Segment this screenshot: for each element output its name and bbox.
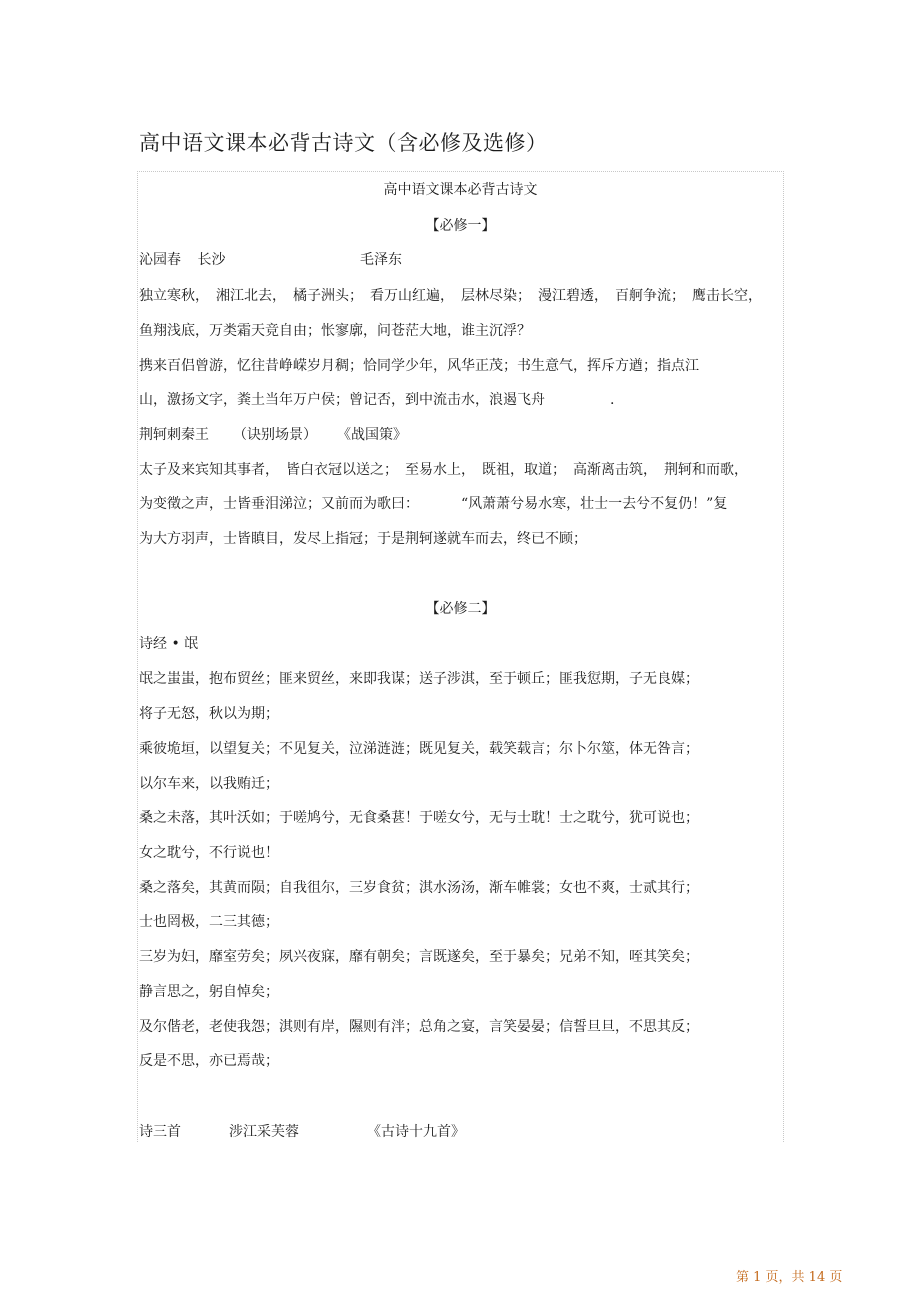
song-quote: “风萧萧兮易水寒，壮士一去兮不复仍！”复 bbox=[461, 496, 728, 512]
poem-source: 《战国策》 bbox=[337, 427, 407, 443]
poem-author: 毛泽东 bbox=[360, 252, 402, 268]
poem-title: 沁园春 bbox=[139, 252, 181, 268]
page-number: 第 1 页，共 14 页 bbox=[736, 1270, 843, 1285]
poem-line: 三岁为妇，靡室劳矣；夙兴夜寐，靡有朝矣；言既遂矣，至于暴矣；兄弟不知，咥其笑矣； bbox=[139, 949, 699, 965]
poem-line: 士也罔极，二三其德； bbox=[139, 914, 279, 930]
section-heading-bixiu1: 【必修一】 bbox=[425, 218, 496, 234]
poem-line: 独立寒秋， 湘江北去， 橘子洲头； 看万山红遍， 层林尽染； 漫江碧透， 百舸争流； 鹰击长空， bbox=[139, 288, 762, 304]
poem-line: 桑之未落，其叶沃如；于嗟鸠兮，无食桑葚！于嗟女兮，无与士耽！士之耽兮，犹可说也； bbox=[139, 810, 699, 826]
poem-note: （诀别场景） bbox=[233, 427, 317, 443]
poem-line: 及尔偕老，老使我怨；淇则有岸，隰则有泮；总角之宴，言笑晏晏；信誓旦旦，不思其反； bbox=[139, 1019, 699, 1035]
poem-header-jingke bbox=[139, 426, 407, 444]
inner-title: 高中语文课本必背古诗文 bbox=[383, 182, 538, 198]
poem-line: 氓之蚩蚩，抱布贸丝；匪来贸丝，来即我谋；送子涉淇，至于顿丘；匪我愆期，子无良媒； bbox=[139, 671, 699, 687]
prose-line: 为变徵之声，士皆垂泪涕泣；又前而为歌曰： bbox=[139, 496, 419, 512]
page-title: 高中语文课本必背古诗文（含必修及选修） bbox=[139, 131, 548, 155]
poem-subtitle: 长沙 bbox=[197, 252, 226, 268]
poem-line-last bbox=[139, 391, 615, 409]
next-poem-header bbox=[139, 1123, 465, 1141]
poem-source: 《古诗十九首》 bbox=[367, 1124, 465, 1140]
poem-line: 山，激扬文字，粪土当年万户侯；曾记否，到中流击水，浪遏飞舟 bbox=[139, 392, 545, 408]
poem-title-shijing-meng: 诗经 • 氓 bbox=[139, 636, 199, 652]
poem-title: 荆轲刺秦王 bbox=[139, 427, 209, 443]
prose-line-with-quote bbox=[139, 495, 728, 513]
poem-line: 乘彼垝垣，以望复关；不见复关，泣涕涟涟；既见复关，载笑载言；尔卜尔筮，体无咎言； bbox=[139, 741, 699, 757]
trailing-mark: . bbox=[610, 392, 615, 408]
prose-line: 太子及来宾知其事者， 皆白衣冠以送之； 至易水上， 既祖，取道； 高渐离击筑， 荆轲和而歌， bbox=[139, 462, 748, 478]
prose-line: 为大方羽声，士皆瞋目，发尽上指冠；于是荆轲遂就车而去，终已不顾； bbox=[139, 531, 587, 547]
poem-line: 以尔车来，以我贿迁； bbox=[139, 776, 279, 792]
poem-line: 桑之落矣，其黄而陨；自我徂尔，三岁食贫；淇水汤汤，渐车帷裳；女也不爽，士贰其行； bbox=[139, 880, 699, 896]
poem-line: 静言思之，躬自悼矣； bbox=[139, 984, 279, 1000]
poem-line: 携来百侣曾游，忆往昔峥嵘岁月稠；恰同学少年，风华正茂；书生意气，挥斥方遒；指点江 bbox=[139, 358, 699, 374]
poem-header-qinyuanchun bbox=[139, 251, 402, 269]
poem-line: 将子无怒，秋以为期； bbox=[139, 706, 279, 722]
poem-line: 女之耽兮，不行说也！ bbox=[139, 845, 279, 861]
poem-line: 反是不思，亦已焉哉； bbox=[139, 1053, 279, 1069]
poem-line: 鱼翔浅底，万类霜天竞自由；怅寥廓，问苍茫大地，谁主沉浮？ bbox=[139, 323, 531, 339]
poem-title: 涉江采芙蓉 bbox=[229, 1124, 299, 1140]
section-heading-bixiu2: 【必修二】 bbox=[425, 601, 496, 617]
poem-group-label: 诗三首 bbox=[139, 1124, 181, 1140]
